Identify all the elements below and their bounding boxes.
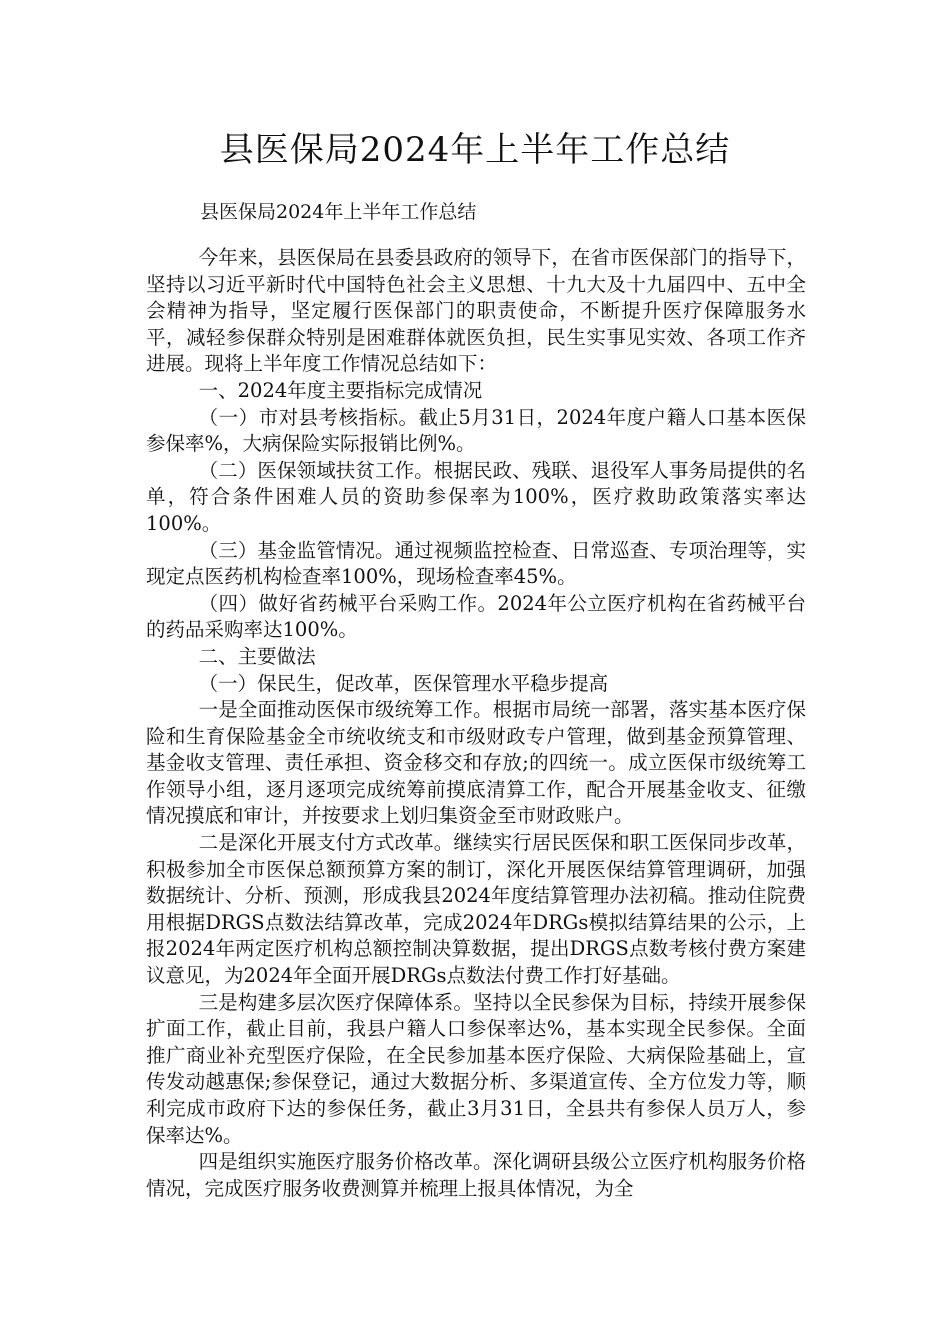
document-body [146, 245, 806, 1202]
paragraph-measure-4: 四是组织实施医疗服务价格改革。深化调研县级公立医疗机构服务价格情况，完成医疗服务收费测算并梳理上报具体情况，为全 [146, 1150, 806, 1200]
paragraph-measure-3: 三是构建多层次医疗保障体系。坚持以全民参保为目标，持续开展参保扩面工作，截止目前，我县户籍人口参保率达%，基本实现全民参保。全面推广商业补充型医疗保险，在全民参加基本医疗保险、大病保险基础上，宣传发动越惠保;参保登记，通过大数据分析、多渠道宣传、全方位发力等，顺利完成市政府下达的参保任务，截止3月31日，全县共有参保人员万人，参保率达%。 [146, 990, 806, 1147]
paragraph-indicator-3: （三）基金监管情况。通过视频监控检查、日常巡查、专项治理等，实现定点医药机构检查率100%，现场检查率45%。 [146, 538, 806, 589]
section-heading-1: 一、2024年度主要指标完成情况 [198, 378, 483, 402]
document-subtitle: 县医保局2024年上半年工作总结 [200, 201, 477, 223]
paragraph-indicator-4: （四）做好省药械平台采购工作。2024年公立医疗机构在省药械平台的药品采购率达100%。 [146, 591, 806, 642]
paragraph-measure-2: 二是深化开展支付方式改革。继续实行居民医保和职工医保同步改革，积极参加全市医保总额预算方案的制订，深化开展医保结算管理调研，加强数据统计、分析、预测，形成我县2024年度结算管理办法初稿。推动住院费用根据DRGS点数法结算改革，完成2024年DRGs模拟结算结果的公示，上报2024年两定医疗机构总额控制决算数据，提出DRGS点数考核付费方案建议意见，为2024年全面开展DRGs点数法付费工作打好基础。 [146, 831, 806, 988]
section-heading-2: 二、主要做法 [198, 644, 316, 668]
document-title: 县医保局2024年上半年工作总结 [219, 130, 731, 170]
subsection-heading-1: （一）保民生，促改革，医保管理水平稳步提高 [198, 671, 609, 695]
paragraph-indicator-1: （一）市对县考核指标。截止5月31日，2024年度户籍人口基本医保参保率%，大病保险实际报销比例%。 [146, 405, 806, 456]
paragraph-measure-1: 一是全面推动医保市级统筹工作。根据市局统一部署，落实基本医疗保险和生育保险基金全市统收统支和市级财政专户管理，做到基金预算管理、基金收支管理、责任承担、资金移交和存放;的四统一。成立医保市级统筹工作领导小组，逐月逐项完成统筹前摸底清算工作，配合开展基金收支、征缴情况摸底和审计，并按要求上划归集资金至市财政账户。 [146, 698, 806, 828]
paragraph-indicator-2: （二）医保领域扶贫工作。根据民政、残联、退役军人事务局提供的名单，符合条件困难人员的资助参保率为100%，医疗救助政策落实率达100%。 [146, 458, 806, 535]
paragraph-intro: 今年来，县医保局在县委县政府的领导下，在省市医保部门的指导下，坚持以习近平新时代中国特色社会主义思想、十九大及十九届四中、五中全会精神为指导，坚定履行医保部门的职责使命，不断提升医疗保障服务水平，减轻参保群众特别是困难群体就医负担，民生实事见实效、各项工作齐进展。现将上半年度工作情况总结如下： [146, 246, 806, 376]
